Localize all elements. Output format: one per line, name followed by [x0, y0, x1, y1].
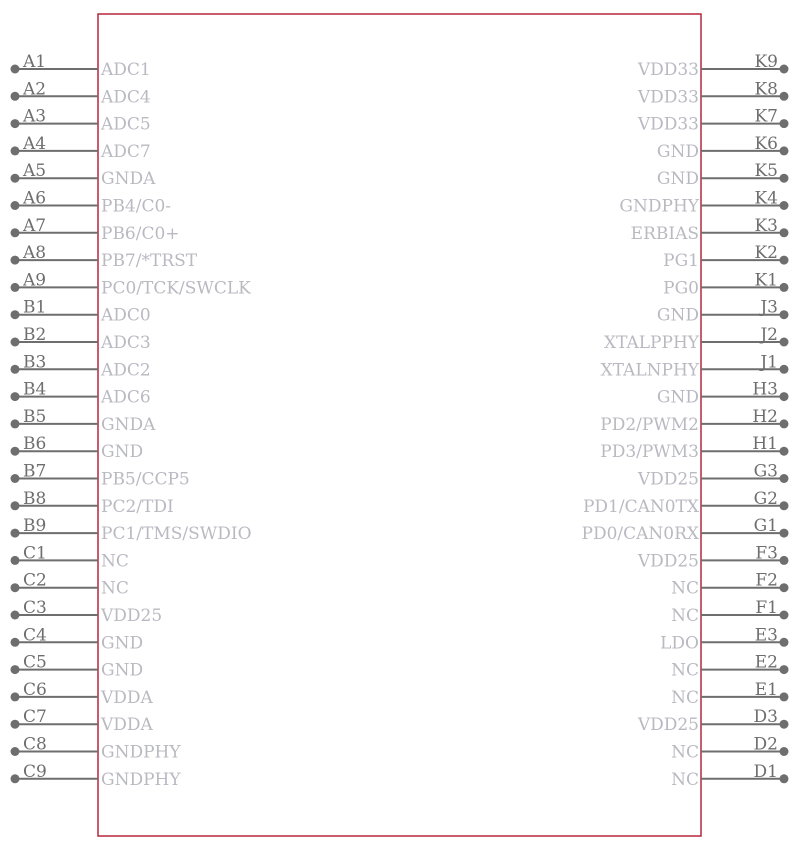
pin-name: PB7/*TRST [101, 251, 198, 272]
left-pin-a7 [11, 216, 180, 244]
pin-number: K1 [754, 270, 778, 291]
pin-endpoint [11, 419, 20, 428]
pin-endpoint [780, 365, 789, 374]
pin-endpoint [11, 92, 20, 101]
pin-endpoint [780, 556, 789, 565]
pin-endpoint [11, 638, 20, 647]
pin-number: C7 [23, 707, 47, 728]
pin-number: A4 [23, 133, 47, 154]
right-pin-k3 [631, 216, 789, 244]
pin-endpoint [11, 228, 20, 237]
pin-name: PB6/C0+ [101, 223, 180, 244]
left-pin-c4 [11, 625, 144, 653]
pin-endpoint [11, 665, 20, 674]
pin-name: ERBIAS [630, 223, 699, 244]
pin-name: PB4/C0- [101, 196, 172, 217]
right-pin-k5 [657, 161, 789, 189]
right-pin-j1 [601, 352, 789, 380]
pin-number: C6 [23, 679, 47, 700]
pin-endpoint [11, 310, 20, 319]
pin-number: K5 [754, 161, 778, 182]
pin-name: VDDA [101, 715, 153, 736]
pin-number: C5 [23, 652, 47, 673]
pin-number: A5 [23, 161, 47, 182]
pin-number: C3 [23, 598, 47, 618]
pin-name: ADC1 [101, 60, 151, 80]
pin-number: B4 [23, 379, 47, 400]
pin-endpoint [11, 174, 20, 183]
left-pin-c1 [11, 543, 129, 571]
pin-name: GNDPHY [101, 742, 181, 763]
pin-name: ADC3 [101, 333, 151, 353]
right-pin-k8 [637, 79, 789, 107]
pin-name: GND [101, 442, 144, 463]
right-pin-k2 [663, 243, 788, 271]
pin-name: PG0 [663, 278, 699, 299]
right-pin-j3 [657, 298, 789, 326]
pin-number: G1 [753, 516, 778, 537]
pin-name: ADC2 [101, 360, 151, 381]
pin-name: GND [101, 660, 144, 681]
pin-endpoint [780, 501, 789, 510]
pin-name: PC2/TDI [101, 496, 174, 517]
right-pin-e2 [671, 653, 788, 681]
pin-endpoint [11, 583, 20, 592]
pin-endpoint [11, 529, 20, 538]
pin-name: GND [656, 387, 699, 408]
right-pin-k6 [657, 134, 789, 162]
pin-number: K8 [754, 79, 778, 100]
pin-number: A7 [23, 215, 47, 236]
pin-endpoint [11, 720, 20, 729]
left-pin-b8 [11, 489, 174, 517]
pin-endpoint [11, 146, 20, 155]
pin-endpoint [11, 692, 20, 701]
pin-number: B2 [23, 325, 47, 345]
left-pin-c3 [11, 598, 163, 626]
pin-name: PD1/CAN0TX [582, 496, 699, 517]
pin-name: PC0/TCK/SWCLK [101, 278, 251, 299]
right-pin-k1 [663, 270, 788, 298]
left-pin-b6 [11, 434, 144, 462]
pin-endpoint [780, 447, 789, 456]
left-pin-b2 [11, 325, 151, 353]
pin-endpoint [780, 228, 789, 237]
pin-number: D2 [753, 734, 778, 755]
pin-name: ADC7 [101, 141, 151, 162]
pin-name: GND [101, 633, 144, 654]
pin-number: E2 [754, 652, 778, 673]
pin-number: F2 [755, 570, 778, 591]
pin-number: A3 [23, 106, 47, 127]
pin-number: B5 [23, 406, 47, 427]
pin-name: GND [656, 169, 699, 190]
pin-endpoint [780, 174, 789, 183]
pin-number: B6 [23, 434, 47, 455]
pin-name: VDD33 [637, 60, 699, 80]
right-pin-d1 [671, 762, 788, 790]
left-pin-a8 [11, 243, 198, 271]
pin-number: H3 [752, 379, 778, 400]
pin-number: D3 [753, 707, 778, 728]
pin-number: J3 [760, 297, 778, 318]
right-pin-h2 [600, 407, 788, 435]
left-pin-b7 [11, 462, 190, 490]
right-pin-f1 [671, 598, 788, 626]
pin-endpoint [11, 501, 20, 510]
right-pin-f3 [637, 543, 789, 571]
left-pin-b4 [11, 380, 151, 408]
pin-endpoint [780, 92, 789, 101]
pin-endpoint [11, 611, 20, 620]
pin-name: GND [656, 141, 699, 162]
pin-number: B8 [23, 488, 47, 509]
pin-number: K4 [754, 188, 778, 209]
pin-endpoint [780, 774, 789, 783]
pin-endpoint [780, 146, 789, 155]
right-pin-d2 [671, 735, 788, 763]
left-pin-a4 [11, 134, 151, 162]
pin-endpoint [780, 583, 789, 592]
left-pin-b5 [11, 407, 157, 435]
pin-name: NC [101, 551, 129, 572]
pin-endpoint [11, 447, 20, 456]
pin-name: PC1/TMS/SWDIO [101, 524, 252, 545]
pin-number: K9 [754, 52, 778, 72]
right-pin-d3 [637, 707, 789, 735]
pin-name: PB5/CCP5 [101, 469, 190, 490]
pin-endpoint [780, 310, 789, 319]
pin-endpoint [11, 392, 20, 401]
pin-number: F1 [755, 598, 778, 618]
pin-endpoint [11, 283, 20, 292]
right-pin-e3 [660, 625, 788, 653]
pin-name: PG1 [663, 251, 699, 272]
pin-number: C8 [23, 734, 47, 755]
right-pin-h1 [600, 434, 788, 462]
pin-endpoint [11, 338, 20, 347]
pin-number: K2 [754, 243, 778, 264]
pin-name: VDDA [101, 687, 153, 708]
pin-number: J1 [760, 352, 778, 373]
pin-number: F3 [755, 543, 778, 564]
pin-name: ADC4 [101, 87, 151, 108]
pin-endpoint [780, 692, 789, 701]
pin-number: D1 [753, 761, 778, 782]
pin-name: NC [101, 578, 129, 599]
left-pin-a6 [11, 189, 172, 217]
right-pin-e1 [671, 680, 788, 708]
pin-name: NC [671, 742, 699, 763]
pin-number: C1 [23, 543, 47, 564]
pin-name: GNDPHY [619, 196, 699, 217]
right-pin-f2 [671, 571, 788, 599]
right-pin-group [582, 52, 789, 790]
left-pin-b9 [11, 516, 252, 544]
pin-endpoint [780, 65, 789, 74]
pin-endpoint [780, 720, 789, 729]
pin-name: NC [671, 660, 699, 681]
pin-number: B3 [23, 352, 47, 373]
pin-name: VDD33 [637, 114, 699, 135]
left-pin-c7 [11, 707, 154, 735]
pin-endpoint [780, 283, 789, 292]
right-pin-k9 [637, 52, 789, 80]
pin-name: PD3/PWM3 [600, 442, 699, 463]
pin-number: B1 [23, 297, 47, 318]
pin-name: GNDA [101, 414, 156, 435]
left-pin-c6 [11, 680, 154, 708]
pin-name: GNDPHY [101, 769, 181, 790]
pin-number: C2 [23, 570, 47, 591]
left-pin-b1 [11, 298, 151, 326]
pin-name: VDD25 [637, 551, 699, 572]
pin-endpoint [11, 747, 20, 756]
left-pin-group [11, 52, 252, 790]
pin-endpoint [780, 119, 789, 128]
left-pin-a9 [11, 270, 252, 298]
pin-endpoint [11, 474, 20, 483]
left-pin-c2 [11, 571, 129, 599]
pin-number: G2 [753, 488, 778, 509]
pin-name: NC [671, 578, 699, 599]
pin-name: GND [656, 305, 699, 326]
pin-number: B9 [23, 516, 47, 537]
pin-endpoint [780, 611, 789, 620]
pin-name: NC [671, 769, 699, 790]
pin-number: G3 [753, 461, 778, 482]
left-pin-c5 [11, 653, 144, 681]
pin-name: PD0/CAN0RX [581, 524, 699, 545]
pin-endpoint [11, 365, 20, 374]
pin-name: ADC0 [101, 305, 151, 326]
pin-number: K3 [754, 215, 778, 236]
left-pin-a5 [11, 161, 157, 189]
pin-name: VDD25 [637, 469, 699, 490]
right-pin-j2 [604, 325, 789, 353]
right-pin-k7 [637, 107, 789, 135]
pin-name: XTALPPHY [603, 333, 699, 353]
pin-name: ADC6 [101, 387, 151, 408]
pin-number: C4 [23, 625, 47, 646]
pin-endpoint [780, 338, 789, 347]
pin-number: H1 [752, 434, 778, 455]
pin-name: PD2/PWM2 [600, 414, 699, 435]
pin-name: NC [671, 606, 699, 626]
pin-number: A9 [23, 270, 47, 291]
pin-endpoint [11, 201, 20, 210]
right-pin-g1 [582, 516, 789, 544]
pin-name: VDD25 [101, 606, 163, 626]
pin-number: K7 [754, 106, 778, 127]
pin-endpoint [11, 774, 20, 783]
left-pin-b3 [11, 352, 151, 380]
pin-number: E3 [754, 625, 778, 646]
pin-name: GNDA [101, 169, 156, 190]
pin-endpoint [780, 201, 789, 210]
right-pin-k4 [619, 189, 788, 217]
left-pin-c8 [11, 735, 182, 763]
pin-endpoint [11, 65, 20, 74]
pin-endpoint [780, 392, 789, 401]
pin-name: ADC5 [101, 114, 151, 135]
pin-endpoint [780, 747, 789, 756]
pin-endpoint [780, 419, 789, 428]
right-pin-h3 [657, 380, 789, 408]
pin-number: A6 [23, 188, 47, 209]
pin-endpoint [780, 665, 789, 674]
left-pin-c9 [11, 762, 182, 790]
pin-number: E1 [754, 679, 778, 700]
pin-endpoint [780, 529, 789, 538]
pin-number: A2 [23, 79, 47, 100]
pin-endpoint [780, 474, 789, 483]
right-pin-g3 [637, 462, 789, 490]
pin-number: A1 [23, 52, 47, 72]
pin-endpoint [11, 556, 20, 565]
right-pin-g2 [583, 489, 789, 517]
pin-name: NC [671, 687, 699, 708]
pin-number: K6 [754, 133, 778, 154]
left-pin-a2 [11, 79, 151, 107]
left-pin-a1 [11, 52, 151, 80]
pin-name: XTALNPHY [600, 360, 699, 381]
pin-name: VDD25 [637, 715, 699, 736]
pin-endpoint [11, 256, 20, 265]
pin-endpoint [780, 638, 789, 647]
left-pin-a3 [11, 107, 151, 135]
pin-number: H2 [752, 406, 778, 427]
pin-number: J2 [760, 325, 778, 345]
pin-number: C9 [23, 761, 47, 782]
pin-endpoint [780, 256, 789, 265]
pin-number: A8 [23, 243, 47, 264]
pin-endpoint [11, 119, 20, 128]
pin-number: B7 [23, 461, 47, 482]
pin-name: LDO [660, 633, 699, 654]
pin-name: VDD33 [637, 87, 699, 108]
